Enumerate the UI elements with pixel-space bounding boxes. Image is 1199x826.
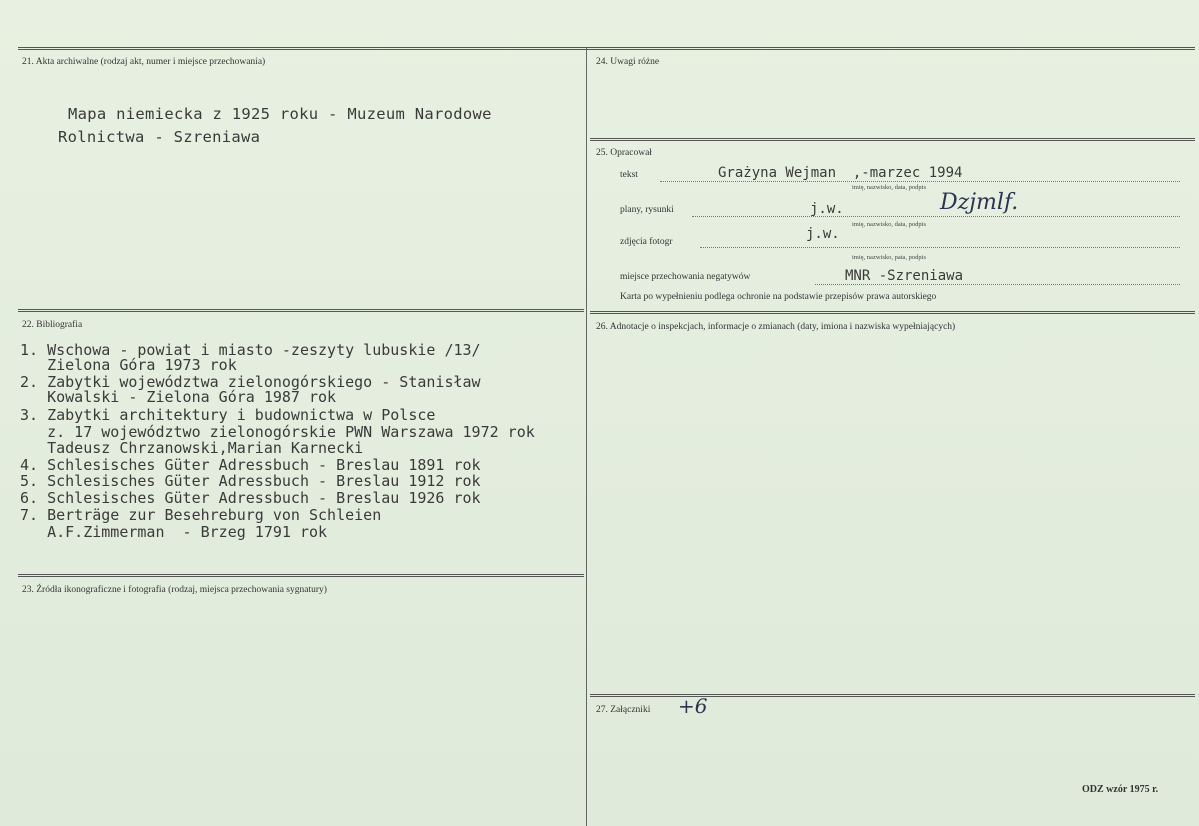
bib-item: 7. Berträge zur Besehreburg von Schleien [20, 506, 382, 524]
plany-value: j.w. [810, 201, 844, 217]
bib-item: A.F.Zimmerman - Brzeg 1791 rok [20, 523, 328, 541]
bib-item: 4. Schlesisches Güter Adressbuch - Breslau 1891 rok [20, 456, 481, 474]
bib-item: 3. Zabytki architektury i budownictwa w Polsce [20, 406, 436, 424]
bib-item: 1. Wschowa - powiat i miasto -zeszyty lubuskie /13/ [20, 341, 481, 359]
tekst-caption: imię, nazwisko, data, podpis [852, 184, 927, 191]
section-21-text-line1: Mapa niemiecka z 1925 roku - Muzeum Narodowe [68, 105, 492, 123]
negatyw-value: MNR -Szreniawa [845, 268, 964, 284]
rule-25-26 [590, 311, 1195, 314]
form-code: ODZ wzór 1975 r. [1082, 784, 1159, 795]
section-21-label: 21. Akta archiwalne (rodzaj akt, numer i miejsce przechowania) [22, 57, 266, 67]
bib-item: z. 17 województwo zielonogórskie PWN Warszawa 1972 rok [20, 423, 535, 441]
plany-dotline [692, 216, 1180, 217]
rule-22-23 [18, 574, 584, 577]
bib-item: 2. Zabytki województwa zielonogórskiego - Stanisław [20, 373, 481, 391]
bib-item: 6. Schlesisches Güter Adressbuch - Breslau 1926 rok [20, 489, 481, 507]
plany-label: plany, rysunki [620, 205, 674, 215]
center-divider [586, 48, 587, 826]
zdjecia-dotline [700, 247, 1180, 248]
section-24-label: 24. Uwagi różne [596, 57, 660, 67]
top-rule [18, 47, 1195, 50]
plany-caption: imię, nazwisko, data, podpis [852, 221, 927, 228]
tekst-label: tekst [620, 170, 638, 180]
zdjecia-caption: imię, nazwisko, pata, podpis [852, 254, 927, 261]
tekst-value: Grażyna Wejman ,-marzec 1994 [718, 165, 963, 181]
bib-item: Kowalski - Zielona Góra 1987 rok [20, 388, 337, 406]
negatyw-dotline [815, 284, 1180, 285]
section-26-label: 26. Adnotacje o inspekcjach, informacje o zmianach (daty, imiona i nazwiska wypełniających) [596, 322, 956, 332]
signature-mark: Dzjmlf. [940, 190, 1019, 215]
section-22-label: 22. Bibliografia [22, 320, 83, 330]
copyright-note: Karta po wypełnieniu podlega ochronie na podstawie przepisów prawa autorskiego [620, 292, 937, 302]
section-21-text-line2: Rolnictwa - Szreniawa [58, 128, 261, 146]
negatyw-label: miejsce przechowania negatywów [620, 272, 751, 282]
section-25-label: 25. Opracował [596, 148, 652, 158]
rule-24-25 [590, 138, 1195, 141]
zdjecia-label: zdjęcia fotogr [620, 237, 673, 247]
bib-item: 5. Schlesisches Güter Adressbuch - Breslau 1912 rok [20, 472, 481, 490]
tekst-dotline [660, 181, 1180, 182]
bib-item: Zielona Góra 1973 rok [20, 356, 237, 374]
section-23-label: 23. Źródła ikonograficzne i fotografia (rodzaj, miejsca przechowania sygnatury) [22, 585, 327, 595]
zdjecia-value: j.w. [806, 226, 840, 242]
attachments-value: +6 [678, 694, 708, 718]
rule-21-22 [18, 309, 584, 312]
section-27-label: 27. Załączniki [596, 705, 651, 715]
bib-item: Tadeusz Chrzanowski,Marian Karnecki [20, 439, 364, 457]
